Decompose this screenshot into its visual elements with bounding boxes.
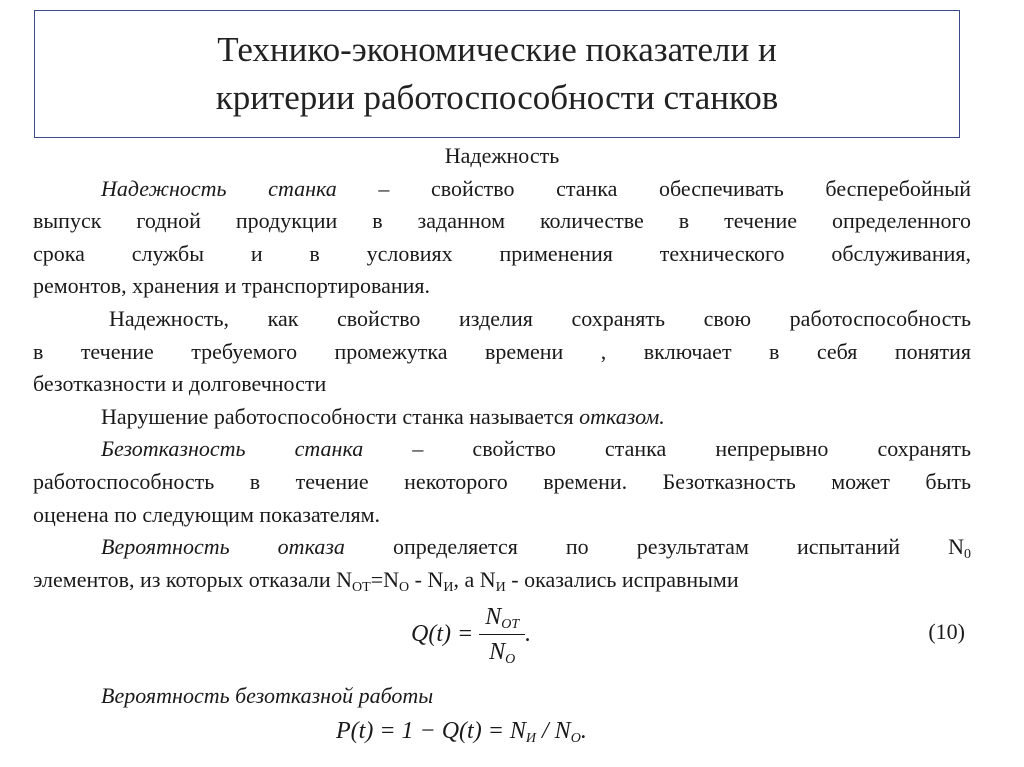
title-line-1: Технико-экономические показатели и <box>217 30 777 69</box>
text: – свойство станка обеспечивать бесперебойный <box>336 175 971 201</box>
term-failure-probability: Вероятность отказа <box>101 534 345 560</box>
paragraph-nonfailure-line2: работоспособность в течение некоторого времени. Безотказность может быть <box>33 468 971 494</box>
formula-q <box>33 596 971 672</box>
fraction-denominator: $N_О$ <box>489 639 516 668</box>
paragraph-property-line3: безотказности и долговечности <box>33 371 327 397</box>
term-failure: отказом. <box>579 403 665 429</box>
formula-q-expression <box>411 596 531 672</box>
paragraph-reliability-line3: срока службы и в условиях применения технического обслуживания, <box>33 240 971 266</box>
subscript: 0 <box>963 547 971 563</box>
paragraph-property-line1: Надежность, как свойство изделия сохранять свою работоспособность <box>109 305 971 331</box>
paragraph-reliability-line2: выпуск годной продукции в заданном количестве в течение определенного <box>33 208 971 234</box>
slide-body <box>33 140 971 753</box>
paragraph-probability-line2: элементов, из которых отказали $N_{ОТ}=N_О - N_И$, а $N_И$ - оказались исправными <box>33 566 739 595</box>
fraction-bar <box>479 634 525 636</box>
term-reliability: Надежность станка <box>101 175 337 201</box>
title-box <box>34 10 960 138</box>
paragraph-failure <box>33 401 971 434</box>
text: Нарушение работоспособности станка называется <box>101 403 580 429</box>
formula-q-dot: . <box>525 621 532 648</box>
formula-q-fraction <box>479 602 525 668</box>
formula-q-lhs: Q(t) = <box>411 621 474 648</box>
fraction-numerator: $N_{ОТ}$ <box>485 603 520 632</box>
title-line-2: критерии работоспособности станков <box>215 78 779 117</box>
paragraph-probability-line1 <box>33 531 971 564</box>
paragraph-nonfailure-probability <box>33 680 971 713</box>
text: – свойство станка непрерывно сохранять <box>363 436 971 462</box>
text: определяется по результатам испытаний N <box>344 534 964 560</box>
equation-number: (10) <box>928 619 965 645</box>
paragraph-nonfailure-line3: оценена по следующим показателям. <box>33 501 381 527</box>
paragraph-nonfailure-line1 <box>33 433 971 466</box>
section-heading: Надежность <box>444 143 560 168</box>
paragraph-property-line2: в течение требуемого промежутка времени , включает в себя понятия <box>33 338 971 364</box>
formula-p <box>33 713 971 753</box>
formula-p-expression: $P(t) = 1 - Q(t) = N_И / N_О$. <box>336 717 587 746</box>
term-nonfailure-probability: Вероятность безотказной работы <box>101 683 434 709</box>
paragraph-reliability-line4: ремонтов, хранения и транспортирования. <box>33 273 430 299</box>
term-nonfailure: Безотказность станка <box>101 436 364 462</box>
paragraph-reliability-line1 <box>33 173 971 206</box>
